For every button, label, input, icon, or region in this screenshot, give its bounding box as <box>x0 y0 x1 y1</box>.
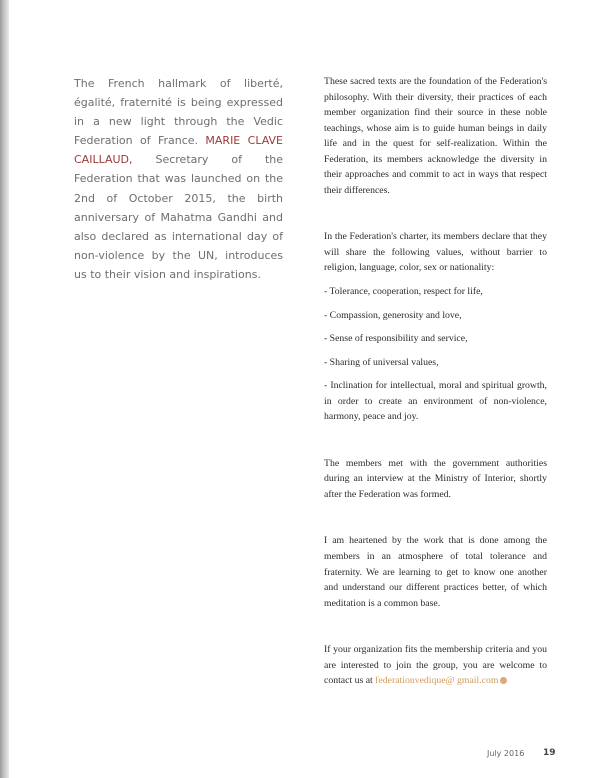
footer-date: July 2016 <box>487 749 525 758</box>
contact-email-link[interactable] <box>375 675 498 686</box>
contact-text: If your organization fits the membership criteria and you are interested to join the group, you are welcome to contact us at <box>324 644 547 687</box>
body-paragraph-5 <box>324 642 547 689</box>
page-spine-shadow <box>0 0 9 778</box>
article-body <box>324 74 547 689</box>
values-list <box>324 284 547 425</box>
page-number: 19 <box>543 748 556 758</box>
email-part-1[interactable]: federationvedique@ <box>375 675 455 687</box>
values-list-item: - Tolerance, cooperation, respect for life, <box>324 286 483 298</box>
email-part-2[interactable]: gmail.com <box>456 675 499 687</box>
body-paragraph-1: These sacred texts are the foundation of the Federation's philosophy. With their diversity, their practices of each member organization find their source in these noble teachings, whose aim is to guide human beings in daily life and in the quest for self-realization. Within the Federation, its members acknowledge the diversity in their approaches and commit to act in ways that respect their differences. <box>324 76 547 196</box>
end-of-article-dot-icon <box>500 677 507 684</box>
intro-paragraph <box>74 74 283 284</box>
values-list-item: - Sharing of universal values, <box>324 356 439 368</box>
body-paragraph-4: I am heartened by the work that is done among the members in an atmosphere of total tolerance and fraternity. We are learning to get to know one another and understand our different practices better, of which meditation is a common base. <box>324 535 547 609</box>
values-list-item: - Sense of responsibility and service, <box>324 333 468 345</box>
author-name: MARIE CLAVE CAILLAUD, <box>74 134 283 167</box>
values-list-item: - Compassion, generosity and love, <box>324 309 462 321</box>
intro-text-after: Secretary of the Federation that was launched on the 2nd of October 2015, the birth anniversary of Mahatma Gandhi and also declared as international day of non-violence by the UN, introduces us to their vision and inspirations. <box>74 153 283 281</box>
values-list-item: - Inclination for intellectual, moral and spiritual growth, in order to create an environment of non-violence, harmony, peace and joy. <box>324 380 547 423</box>
intro-text-before: The French hallmark of liberté, égalité, fraternité is being expressed in a new light through the Vedic Federation of France. <box>74 77 283 148</box>
body-paragraph-3: The members met with the government authorities during an interview at the Ministry of Interior, shortly after the Federation was formed. <box>324 457 547 500</box>
body-paragraph-2: In the Federation's charter, its members declare that they will share the following values, without barrier to religion, language, color, sex or nationality: <box>324 231 547 274</box>
